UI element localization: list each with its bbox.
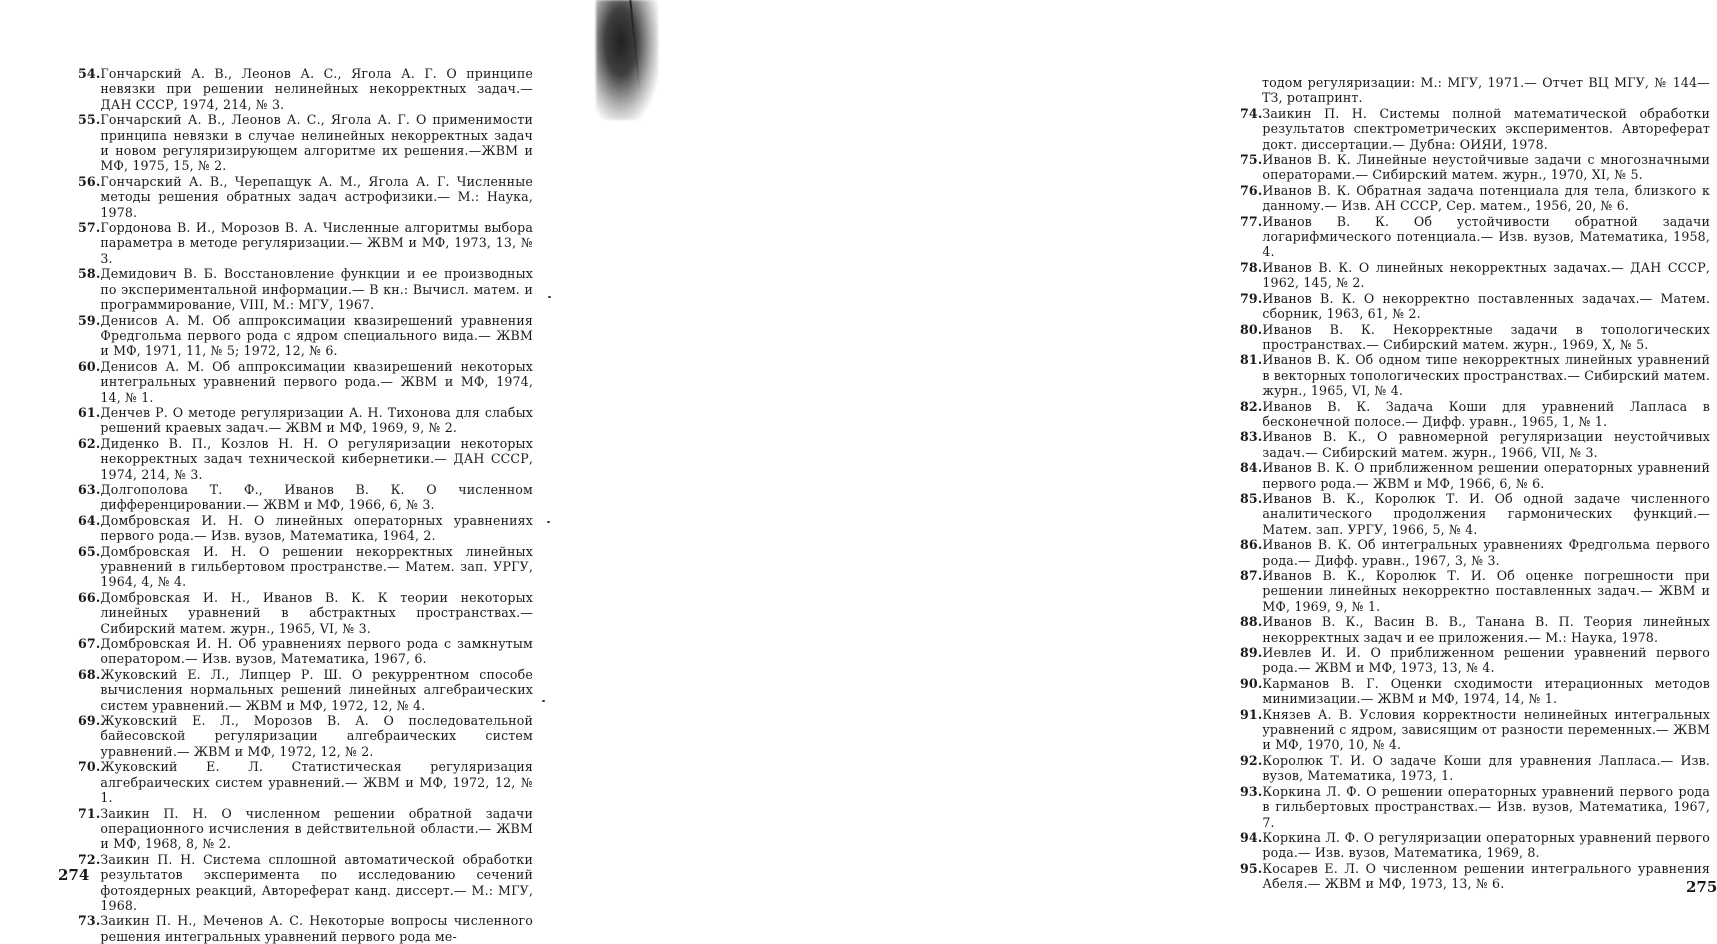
print-speck: [542, 700, 545, 702]
bibliography-entry: [1240, 260, 1710, 291]
bibliography-list-right: [1240, 75, 1710, 892]
print-speck: [547, 521, 550, 523]
entry-number: 61.: [78, 404, 101, 420]
entry-text: тодом регуляризации: М.: МГУ, 1971.— Отчет ВЦ МГУ, № 144—ТЗ, ротапринт.: [1262, 75, 1710, 106]
bibliography-entry: [1240, 322, 1710, 353]
entry-text: Королюк Т. И. О задаче Коши для уравнения Лапласа.— Изв. вузов, Математика, 1973, 1.: [1262, 752, 1710, 784]
entry-number: 69.: [78, 713, 101, 729]
bibliography-entry: [78, 852, 533, 914]
bibliography-entry: [78, 713, 533, 759]
entry-number: 72.: [78, 851, 101, 867]
entry-text: Иевлев И. И. О приближенном решении уравнений первого рода.— ЖВМ и МФ, 1973, 13, № 4.: [1262, 645, 1710, 676]
bibliography-entry: [1240, 861, 1710, 892]
entry-number: 63.: [78, 481, 101, 497]
entry-text: Гончарский А. В., Леонов А. С., Ягола А. Г. О принципе невязки при решении нелинейных некорректных задач.— ДАН СССР, 1974, 214, № 3.: [100, 66, 533, 112]
entry-number: 59.: [78, 312, 101, 328]
entry-text: Гончарский А. В., Черепащук А. М., Ягола А. Г. Численные методы решения обратных задач астрофизики.— М.: Наука, 1978.: [100, 173, 533, 220]
entry-text: Иванов В. К. О линейных некорректных задачах.— ДАН СССР, 1962, 145, № 2.: [1262, 259, 1710, 291]
bibliography-entry: [1240, 399, 1710, 430]
entry-number: 67.: [78, 636, 101, 652]
entry-number: 75.: [1240, 152, 1263, 168]
entry-number: 62.: [78, 435, 101, 451]
entry-number: 94.: [1240, 829, 1263, 845]
bibliography-entry: [1240, 352, 1710, 398]
bibliography-entry: [1240, 106, 1710, 152]
bibliography-entry: [78, 759, 533, 805]
bibliography-entry: [78, 806, 533, 852]
entry-number: 87.: [1240, 568, 1263, 583]
bibliography-entry: [78, 544, 533, 590]
entry-text: Иванов В. К. Обратная задача потенциала для тела, близкого к данному.— Изв. АН СССР, Сер. матем., 1956, 20, № 6.: [1262, 182, 1710, 214]
entry-text: Иванов В. К. Об устойчивости обратной задачи логарифмического потенциала.— Изв. вузов, Математика, 1958, 4.: [1262, 213, 1710, 260]
entry-number: 82.: [1240, 398, 1263, 414]
bibliography-entry: [1240, 753, 1710, 784]
page-number: 274: [58, 866, 90, 884]
bibliography-entry: [1240, 707, 1710, 753]
entry-text: Домбровская И. Н., Иванов В. К. К теории некоторых линейных уравнений в абстрактных пространствах.— Сибирский матем. журн., 1965, VI, № 3.: [100, 589, 533, 636]
entry-text: Денчев Р. О методе регуляризации А. Н. Тихонова для слабых решений краевых задач.— ЖВМ и МФ, 1969, 9, № 2.: [100, 404, 533, 436]
entry-text: Карманов В. Г. Оценки сходимости итерационных методов минимизации.— ЖВМ и МФ, 1974, 14, № 1.: [1262, 675, 1710, 707]
print-speck: [548, 296, 551, 298]
entry-number: 88.: [1240, 614, 1263, 630]
entry-number: 66.: [78, 589, 101, 605]
bibliography-entry: [1240, 183, 1710, 214]
bibliography-entry: [1240, 645, 1710, 676]
entry-number: 65.: [78, 543, 101, 559]
bibliography-entry: [78, 266, 533, 312]
entry-number: 81.: [1240, 352, 1263, 368]
entry-text: Заикин П. Н. Системы полной математической обработки результатов спектрометрических экспериментов. Автореферат докт. диссертации.— Дубна: ОИЯИ, 1978.: [1262, 105, 1710, 152]
entry-number: 60.: [78, 358, 101, 374]
bibliography-entry: [78, 590, 533, 636]
bibliography-entry: [1240, 214, 1710, 260]
entry-text: Гончарский А. В., Леонов А. С., Ягола А. Г. О применимости принципа невязки в случае нелинейных некорректных задач и новом регуляризирующем алгоритме их решения.—ЖВМ и МФ, 1975, 15, № 2.: [100, 112, 533, 174]
entry-number: 83.: [1240, 429, 1263, 445]
entry-text: Иванов В. К. Об одном типе некорректных линейных уравнений в векторных топологических пространствах.— Сибирский матем. журн., 1965, VI, № 4.: [1262, 352, 1710, 399]
bibliography-entry: [1240, 830, 1710, 861]
entry-text: Иванов В. К. О приближенном решении операторных уравнений первого рода.— ЖВМ и МФ, 1966, 6, № 6.: [1262, 460, 1710, 491]
entry-number: 64.: [78, 512, 101, 528]
right-page: [600, 0, 1717, 933]
entry-number: 55.: [78, 112, 101, 128]
entry-number: 71.: [78, 805, 101, 821]
entry-number: 77.: [1240, 213, 1263, 229]
entry-text: Денисов А. М. Об аппроксимации квазирешений некоторых интегральных уравнений первого рода.— ЖВМ и МФ, 1974, 14, № 1.: [100, 358, 533, 405]
bibliography-entry: [1240, 614, 1710, 645]
entry-number: 54.: [78, 66, 101, 81]
entry-number: 95.: [1240, 860, 1263, 876]
entry-number: 56.: [78, 173, 101, 189]
entry-text: Денисов А. М. Об аппроксимации квазирешений уравнения Фредгольма первого рода с ядром специального вида.— ЖВМ и МФ, 1971, 11, № 5; 1972, 12, № 6.: [100, 312, 533, 359]
bibliography-entry: [78, 482, 533, 513]
entry-number: 85.: [1240, 490, 1263, 506]
entry-number: 73.: [78, 913, 101, 929]
entry-text: Диденко В. П., Козлов Н. Н. О регуляризации некоторых некорректных задач технической кибернетики.— ДАН СССР, 1974, 214, № 3.: [100, 435, 533, 482]
entry-number: 80.: [1240, 321, 1263, 337]
entry-text: Иванов В. К. О некорректно поставленных задачах.— Матем. сборник, 1963, 61, № 2.: [1262, 290, 1710, 322]
entry-text: Заикин П. Н. Система сплошной автоматической обработки результатов эксперимента по исследованию сечений фотоядерных реакций, Автореферат канд. диссерт.— М.: МГУ, 1968.: [100, 851, 533, 913]
entry-text: Жуковский Е. Л., Морозов В. А. О последовательной байесовской регуляризации алгебраических систем уравнений.— ЖВМ и МФ, 1972, 12, № 2.: [100, 713, 533, 759]
entry-text: Жуковский Е. Л. Статистическая регуляризация алгебраических систем уравнений.— ЖВМ и МФ, 1972, 12, № 1.: [100, 759, 533, 806]
entry-text: Демидович В. Б. Восстановление функции и ее производных по экспериментальной информации.— В кн.: Вычисл. матем. и программирование, VIII, М.: МГУ, 1967.: [100, 266, 533, 313]
entry-text: Иванов В. К. Некорректные задачи в топологических пространствах.— Сибирский матем. журн., 1969, X, № 5.: [1262, 321, 1710, 352]
entry-number: 74.: [1240, 105, 1263, 121]
entry-number: 90.: [1240, 675, 1263, 691]
entry-text: Гордонова В. И., Морозов В. А. Численные алгоритмы выбора параметра в методе регуляризации.— ЖВМ и МФ, 1973, 13, № 3.: [100, 220, 533, 266]
entry-number: 68.: [78, 666, 101, 682]
entry-text: Коркина Л. Ф. О регуляризации операторных уравнений первого рода.— Изв. вузов, Математика, 1969, 8.: [1262, 829, 1710, 861]
entry-text: Заикин П. Н. О численном решении обратной задачи операционного исчисления в действительной области.— ЖВМ и МФ, 1968, 8, № 2.: [100, 805, 533, 852]
bibliography-entry: [78, 667, 533, 713]
entry-number: 76.: [1240, 182, 1263, 198]
entry-number: 91.: [1240, 706, 1263, 722]
entry-number: 57.: [78, 220, 101, 236]
bibliography-entry: [78, 112, 533, 174]
entry-number: 89.: [1240, 645, 1263, 661]
entry-number: 84.: [1240, 460, 1263, 476]
bibliography-entry: [1240, 291, 1710, 322]
entry-number: 86.: [1240, 537, 1263, 553]
entry-continuation: [1240, 75, 1710, 106]
entry-text: Князев А. В. Условия корректности нелинейных интегральных уравнений с ядром, зависящим от разности переменных.— ЖВМ и МФ, 1970, 10, № 4.: [1262, 706, 1710, 753]
bibliography-list-left: [78, 66, 533, 944]
bibliography-entry: [1240, 784, 1710, 830]
entry-text: Иванов В. К. Линейные неустойчивые задачи с многозначными операторами.— Сибирский матем. журн., 1970, XI, № 5.: [1262, 152, 1710, 183]
entry-text: Иванов В. К., О равномерной регуляризации неустойчивых задач.— Сибирский матем. журн., 1966, VII, № 3.: [1262, 429, 1710, 460]
bibliography-entry: [78, 66, 533, 112]
entry-text: Жуковский Е. Л., Липцер Р. Ш. О рекуррентном способе вычисления нормальных решений линейных алгебраических систем уравнений.— ЖВМ и МФ, 1972, 12, № 4.: [100, 666, 533, 713]
entry-number: 58.: [78, 266, 101, 282]
entry-text: Коркина Л. Ф. О решении операторных уравнений первого рода в гильбертовых пространствах.— Изв. вузов, Математика, 1967, 7.: [1262, 783, 1710, 830]
entry-number: 93.: [1240, 783, 1263, 799]
bibliography-entry: [1240, 676, 1710, 707]
entry-text: Иванов В. К., Королюк Т. И. Об одной задаче численного аналитического продолжения гармонических функций.— Матем. зап. УРГУ, 1966, 5, № 4.: [1262, 490, 1710, 537]
page-number: 275: [1686, 878, 1717, 896]
bibliography-entry: [78, 313, 533, 359]
entry-text: Иванов В. К. Об интегральных уравнениях Фредгольма первого рода.— Дифф. уравн., 1967, 3, № 3.: [1262, 537, 1710, 568]
bibliography-entry: [1240, 460, 1710, 491]
bibliography-entry: [1240, 152, 1710, 183]
entry-number: 78.: [1240, 259, 1263, 275]
entry-number: 92.: [1240, 752, 1263, 768]
bibliography-entry: [1240, 429, 1710, 460]
entry-text: Иванов В. К. Задача Коши для уравнений Лапласа в бесконечной полосе.— Дифф. уравн., 1965, 1, № 1.: [1262, 398, 1710, 429]
bibliography-entry: [78, 636, 533, 667]
entry-number: 79.: [1240, 290, 1263, 306]
bibliography-entry: [78, 436, 533, 482]
bibliography-entry: [1240, 568, 1710, 614]
left-page: [0, 0, 600, 944]
bibliography-entry: [78, 913, 533, 944]
entry-text: Заикин П. Н., Меченов А. С. Некоторые вопросы численного решения интегральных уравнений первого рода ме-: [100, 913, 533, 944]
bibliography-entry: [78, 405, 533, 436]
entry-text: Иванов В. К., Королюк Т. И. Об оценке погрешности при решении линейных некорректно поставленных задач.— ЖВМ и МФ, 1969, 9, № 1.: [1262, 568, 1710, 614]
entry-text: Долгополова Т. Ф., Иванов В. К. О численном дифференцировании.— ЖВМ и МФ, 1966, 6, № 3.: [100, 481, 533, 513]
entry-text: Домбровская И. Н. О решении некорректных линейных уравнений в гильбертовом пространстве.— Матем. зап. УРГУ, 1964, 4, № 4.: [100, 543, 533, 590]
entry-text: Иванов В. К., Васин В. В., Танана В. П. Теория линейных некорректных задач и ее приложения.— М.: Наука, 1978.: [1262, 614, 1710, 645]
bibliography-entry: [1240, 537, 1710, 568]
bibliography-entry: [1240, 491, 1710, 537]
entry-text: Косарев Е. Л. О численном решении интегрального уравнения Абеля.— ЖВМ и МФ, 1973, 13, № 6.: [1262, 860, 1710, 892]
entry-text: Домбровская И. Н. Об уравнениях первого рода с замкнутым оператором.— Изв. вузов, Математика, 1967, 6.: [100, 636, 533, 667]
bibliography-entry: [78, 174, 533, 220]
bibliography-entry: [78, 513, 533, 544]
bibliography-entry: [78, 220, 533, 266]
entry-number: 70.: [78, 759, 101, 775]
entry-text: Домбровская И. Н. О линейных операторных уравнениях первого рода.— Изв. вузов, Математика, 1964, 2.: [100, 512, 533, 544]
bibliography-entry: [78, 359, 533, 405]
